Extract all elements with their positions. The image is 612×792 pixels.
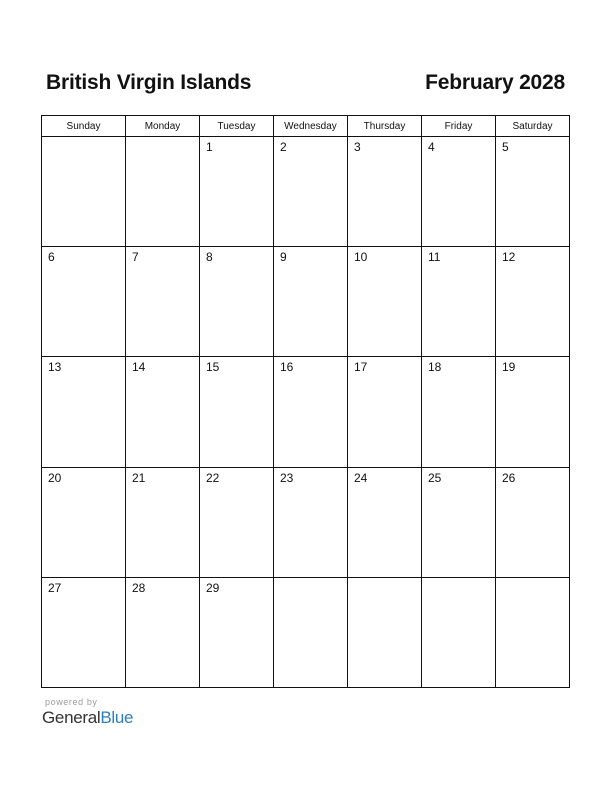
day-number: 1: [206, 140, 213, 154]
day-number: 18: [428, 360, 442, 375]
day-number: 13: [48, 360, 62, 375]
day-number: 5: [502, 140, 509, 154]
day-number: 24: [354, 470, 368, 485]
day-cell: [496, 357, 570, 467]
day-cell: [348, 247, 422, 357]
day-number: 3: [354, 140, 361, 154]
week-row: [42, 357, 570, 467]
day-cell: [200, 577, 274, 687]
day-number: 16: [280, 360, 294, 375]
weekday-header-saturday: Saturday: [496, 116, 570, 137]
day-number: 28: [132, 580, 146, 595]
day-number: 21: [132, 470, 146, 485]
day-cell: [126, 577, 200, 687]
day-number: 2: [280, 140, 287, 154]
day-cell: [348, 137, 422, 247]
brand-blue-text: Blue: [100, 708, 134, 727]
day-cell: [42, 357, 126, 467]
calendar-grid: [41, 115, 570, 688]
day-cell: [42, 467, 126, 577]
week-row: [42, 247, 570, 357]
day-cell: [200, 247, 274, 357]
day-cell: [422, 467, 496, 577]
day-cell: [42, 137, 126, 247]
week-row: [42, 467, 570, 577]
brand-general-text: General: [42, 708, 101, 727]
day-number: 9: [280, 250, 287, 265]
day-number: [496, 578, 569, 581]
day-cell: [496, 137, 570, 247]
day-number: [126, 137, 199, 140]
day-number: [274, 578, 347, 581]
month-year-title: February 2028: [425, 71, 565, 94]
weekday-header-row: [42, 116, 570, 137]
day-cell: [42, 577, 126, 687]
day-number: 11: [428, 250, 441, 265]
day-number: 8: [206, 250, 213, 265]
day-number: 14: [132, 360, 146, 375]
day-number: [348, 578, 421, 581]
day-number: 12: [502, 250, 516, 265]
day-number: 19: [502, 360, 516, 375]
day-number: 15: [206, 360, 220, 375]
day-number: 27: [48, 580, 62, 595]
day-cell: [496, 247, 570, 357]
day-number: 20: [48, 470, 62, 485]
weekday-header-tuesday: Tuesday: [200, 116, 274, 137]
day-cell: [126, 247, 200, 357]
day-cell: [422, 247, 496, 357]
day-cell: [200, 357, 274, 467]
day-cell: [126, 357, 200, 467]
day-number: 7: [132, 250, 139, 265]
day-number: 29: [206, 580, 220, 595]
weekday-header-thursday: Thursday: [348, 116, 422, 137]
day-cell: [274, 577, 348, 687]
day-number: 25: [428, 470, 442, 485]
day-number: 26: [502, 470, 516, 485]
day-number: 22: [206, 470, 220, 485]
day-cell: [348, 357, 422, 467]
day-number: 4: [428, 140, 435, 154]
day-cell: [274, 137, 348, 247]
week-row: [42, 137, 570, 247]
generalblue-logo[interactable]: [42, 708, 133, 728]
day-cell: [274, 247, 348, 357]
day-number: 6: [48, 250, 55, 265]
day-number: [42, 137, 125, 140]
weekday-header-wednesday: Wednesday: [274, 116, 348, 137]
day-number: 23: [280, 470, 294, 485]
day-cell: [200, 137, 274, 247]
day-cell: [274, 357, 348, 467]
day-number: 10: [354, 250, 368, 265]
day-number: [422, 578, 495, 581]
day-cell: [200, 467, 274, 577]
weekday-header-monday: Monday: [126, 116, 200, 137]
day-cell: [126, 467, 200, 577]
country-title: British Virgin Islands: [46, 71, 252, 94]
week-row: [42, 577, 570, 687]
day-cell: [348, 467, 422, 577]
day-cell: [274, 467, 348, 577]
weekday-header-sunday: Sunday: [42, 116, 126, 137]
day-cell: [422, 577, 496, 687]
day-cell: [422, 357, 496, 467]
day-cell: [422, 137, 496, 247]
day-cell: [496, 577, 570, 687]
day-cell: [126, 137, 200, 247]
weekday-header-friday: Friday: [422, 116, 496, 137]
day-number: 17: [354, 360, 368, 375]
day-cell: [348, 577, 422, 687]
day-cell: [42, 247, 126, 357]
day-cell: [496, 467, 570, 577]
powered-by-label: powered by: [45, 697, 98, 707]
